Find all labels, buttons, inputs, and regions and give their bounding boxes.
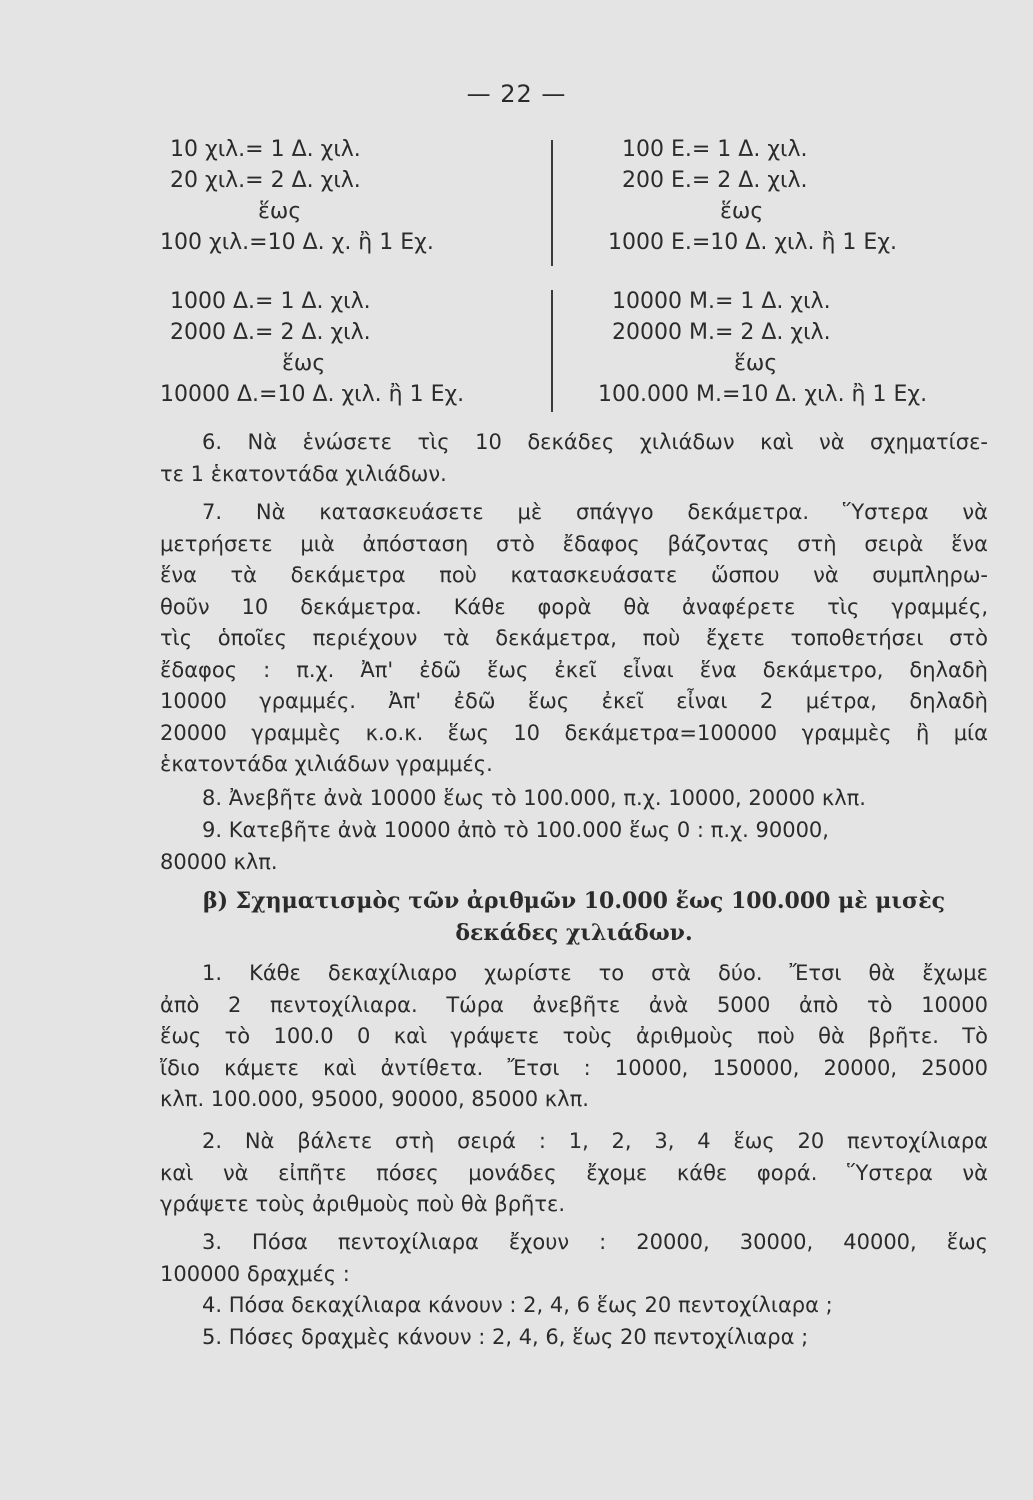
table-line: 200 Ε.= 2 Δ. χιλ. xyxy=(622,168,808,193)
text-line: 2. Νὰ βάλετε στὴ σειρά : 1, 2, 3, 4 ἕως 20 πεντοχίλιαρα xyxy=(202,1129,988,1153)
text-line: καὶ νὰ εἰπῆτε πόσες μονάδες ἔχομε κάθε φορά. Ὕστερα νὰ xyxy=(160,1160,988,1185)
text-line: τε 1 ἑκατοντάδα χιλιάδων. xyxy=(160,461,447,486)
table-line: 10000 Μ.= 1 Δ. χιλ. xyxy=(612,289,831,314)
text-line: μετρήσετε μιὰ ἀπόσταση στὸ ἔδαφος βάζοντας στὴ σειρὰ ἕνα xyxy=(160,531,988,556)
table-line: 20000 Μ.= 2 Δ. χιλ. xyxy=(612,320,831,345)
text-line: γράψετε τοὺς ἀριθμοὺς ποὺ θὰ βρῆτε. xyxy=(160,1192,565,1216)
table-right-bottom xyxy=(598,286,1008,410)
text-line: 100000 δραχμές : xyxy=(160,1261,350,1286)
table-line: 100 Ε.= 1 Δ. χιλ. xyxy=(622,137,808,162)
page-number: — 22 — xyxy=(466,80,567,108)
text-line: 80000 κλπ. xyxy=(160,849,278,874)
table-line: 2000 Δ.= 2 Δ. χιλ. xyxy=(170,320,371,345)
exercise-b2 xyxy=(160,1126,988,1221)
exercise-8 xyxy=(160,783,988,815)
exercise-7 xyxy=(160,497,988,781)
text-line: 8. Ἀνεβῆτε ἀνὰ 10000 ἕως τὸ 100.000, π.χ. 10000, 20000 κλπ. xyxy=(202,786,866,810)
text-line: 3. Πόσα πεντοχίλιαρα ἔχουν : 20000, 30000, 40000, ἕως xyxy=(202,1230,988,1254)
heading-line: β) Σχηματισμὸς τῶν ἀριθμῶν 10.000 ἕως 100.000 μὲ μισὲς xyxy=(202,888,946,914)
table-left-top xyxy=(160,134,540,258)
text-line: 4. Πόσα δεκαχίλιαρα κάνουν : 2, 4, 6 ἕως 20 πεντοχίλιαρα ; xyxy=(202,1293,833,1317)
text-line: κλπ. 100.000, 95000, 90000, 85000 κλπ. xyxy=(160,1087,589,1111)
heading-line: δεκάδες χιλιάδων. xyxy=(455,920,693,946)
exercise-b5 xyxy=(160,1322,988,1354)
table-line: 10 χιλ.= 1 Δ. χιλ. xyxy=(170,137,361,162)
table-divider-bottom xyxy=(551,290,553,412)
text-line: 10000 γραμμές. Ἀπ' ἐδῶ ἕως ἐκεῖ εἶναι 2 μέτρα, δηλαδὴ xyxy=(160,689,988,713)
table-line: ἕως xyxy=(258,199,302,224)
table-line: ἕως xyxy=(720,199,764,224)
exercise-b1 xyxy=(160,958,988,1116)
text-line: ἑκατοντάδα χιλιάδων γραμμές. xyxy=(160,752,493,776)
text-line: θοῦν 10 δεκάμετρα. Κάθε φορὰ θὰ ἀναφέρετε τὶς γραμμές, xyxy=(160,594,988,619)
text-line: ἴδιο κάμετε καὶ ἀντίθετα. Ἔτσι : 10000, 150000, 20000, 25000 xyxy=(160,1055,988,1080)
table-line: 1000 Δ.= 1 Δ. χιλ. xyxy=(170,289,371,314)
text-line: ἀπὸ 2 πεντοχίλιαρα. Τώρα ἀνεβῆτε ἀνὰ 5000 ἀπὸ τὸ 10000 xyxy=(160,992,988,1017)
table-line: 20 χιλ.= 2 Δ. χιλ. xyxy=(170,168,361,193)
table-left-bottom xyxy=(160,286,540,410)
text-line: ἕνα τὰ δεκάμετρα ποὺ κατασκευάσατε ὥσπου νὰ συμπληρω- xyxy=(160,563,988,587)
table-right-top xyxy=(608,134,1008,258)
exercise-9 xyxy=(160,815,988,878)
section-heading xyxy=(160,885,988,949)
exercise-6 xyxy=(160,427,988,490)
text-line: 9. Κατεβῆτε ἀνὰ 10000 ἀπὸ τὸ 100.000 ἕως 0 : π.χ. 90000, xyxy=(202,818,829,842)
text-line: 6. Νὰ ἑνώσετε τὶς 10 δεκάδες χιλιάδων καὶ νὰ σχηματίσε- xyxy=(202,430,988,454)
table-line: 1000 Ε.=10 Δ. χιλ. ἢ 1 Εχ. xyxy=(608,230,898,255)
table-line: ἕως xyxy=(734,351,778,376)
text-line: τὶς ὁποῖες περιέχουν τὰ δεκάμετρα, ποὺ ἔχετε τοποθετήσει στὸ xyxy=(160,626,988,650)
table-line: 100 χιλ.=10 Δ. χ. ἢ 1 Εχ. xyxy=(160,230,434,255)
text-line: 5. Πόσες δραχμὲς κάνουν : 2, 4, 6, ἕως 20 πεντοχίλιαρα ; xyxy=(202,1325,809,1349)
table-line: 10000 Δ.=10 Δ. χιλ. ἢ 1 Εχ. xyxy=(160,382,465,407)
table-divider-top xyxy=(551,140,553,266)
exercise-b4 xyxy=(160,1290,988,1322)
table-line: 100.000 Μ.=10 Δ. χιλ. ἢ 1 Εχ. xyxy=(598,382,928,407)
text-line: 7. Νὰ κατασκευάσετε μὲ σπάγγο δεκάμετρα. Ὕστερα νὰ xyxy=(202,500,988,524)
text-line: ἔδαφος : π.χ. Ἀπ' ἐδῶ ἕως ἐκεῖ εἶναι ἕνα δεκάμετρο, δηλαδὴ xyxy=(160,657,988,682)
exercise-b3 xyxy=(160,1227,988,1290)
text-line: ἕως τὸ 100.0 0 καὶ γράψετε τοὺς ἀριθμοὺς ποὺ θὰ βρῆτε. Τὸ xyxy=(160,1024,988,1048)
table-line: ἕως xyxy=(282,351,326,376)
text-line: 1. Κάθε δεκαχίλιαρο χωρίστε το στὰ δύο. Ἔτσι θὰ ἔχωμε xyxy=(202,961,988,985)
text-line: 20000 γραμμὲς κ.ο.κ. ἕως 10 δεκάμετρα=100000 γραμμὲς ἢ μία xyxy=(160,720,988,745)
